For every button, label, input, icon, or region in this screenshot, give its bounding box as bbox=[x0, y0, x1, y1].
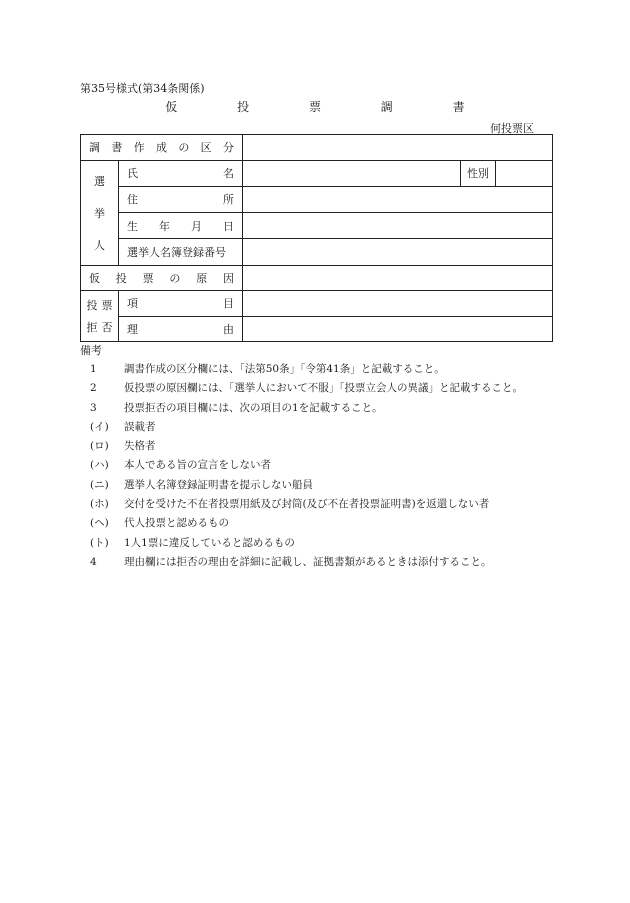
gender-value-cell[interactable] bbox=[496, 160, 553, 186]
row-refusal-item bbox=[81, 291, 553, 317]
address-char: 住 bbox=[127, 193, 138, 207]
refusal-char: 票 bbox=[101, 299, 113, 312]
reason-char: 投 bbox=[115, 271, 127, 285]
note-subitem bbox=[90, 514, 523, 533]
category-char: 調 bbox=[89, 141, 100, 155]
notes-list bbox=[90, 360, 523, 572]
note-subitem bbox=[90, 495, 523, 514]
note-item bbox=[90, 399, 523, 418]
category-char: の bbox=[178, 141, 190, 155]
elector-char: 選 bbox=[94, 174, 105, 188]
note-subitem bbox=[90, 418, 523, 437]
note-subitem bbox=[90, 437, 523, 456]
refusal-reason-label-cell bbox=[119, 316, 243, 342]
note-text: 仮投票の原因欄には、「選挙人において不服」「投票立会人の異議」と記載すること。 bbox=[124, 382, 523, 395]
note-number: 1 bbox=[90, 363, 97, 375]
note-subitem-label: (ヘ) bbox=[90, 517, 109, 530]
elector-label-cell bbox=[81, 160, 119, 265]
form-number: 第35号様式(第34条関係) bbox=[80, 82, 205, 95]
row-address bbox=[81, 186, 553, 212]
category-value-cell[interactable] bbox=[243, 135, 553, 161]
note-number: 4 bbox=[90, 555, 97, 568]
item-char: 項 bbox=[127, 297, 138, 311]
name-value-cell[interactable] bbox=[243, 160, 461, 186]
reason-char: 仮 bbox=[89, 271, 100, 285]
register-number-label: 選挙人名簿登録番号 bbox=[127, 245, 226, 259]
note-subitem-label: (ロ) bbox=[90, 440, 109, 453]
name-label-cell bbox=[119, 160, 243, 186]
note-subitem-label: (ト) bbox=[90, 536, 109, 549]
refusal-reason-value-cell[interactable] bbox=[243, 316, 553, 342]
reason-char: 原 bbox=[196, 271, 208, 285]
row-register-number bbox=[81, 239, 553, 265]
refusal-char: 拒 bbox=[86, 321, 98, 334]
provisional-reason-value-cell[interactable] bbox=[243, 265, 553, 291]
birthdate-label-cell bbox=[119, 213, 243, 239]
row-birthdate bbox=[81, 213, 553, 239]
note-number: 3 bbox=[90, 401, 97, 414]
elector-char: 挙 bbox=[94, 206, 105, 220]
register-number-label-cell bbox=[119, 239, 243, 265]
note-text: 本人である旨の宣言をしない者 bbox=[124, 459, 271, 472]
reason-label-char: 由 bbox=[223, 322, 234, 336]
category-char: 作 bbox=[133, 141, 145, 155]
note-text: 選挙人名簿登録証明書を提示しない船員 bbox=[124, 478, 313, 491]
note-item bbox=[90, 360, 523, 379]
address-label-cell bbox=[119, 186, 243, 212]
note-subitem-label: (ニ) bbox=[90, 478, 109, 491]
row-category bbox=[81, 135, 553, 161]
item-label-cell bbox=[119, 291, 243, 317]
name-char: 氏 bbox=[127, 167, 138, 181]
voting-district-label: 何投票区 bbox=[490, 122, 534, 135]
address-char: 所 bbox=[223, 193, 234, 207]
refusal-label-cell bbox=[81, 291, 119, 342]
note-text: 投票拒否の項目欄には、次の項目の1を記載すること。 bbox=[124, 401, 383, 414]
notes-title: 備考 bbox=[80, 344, 102, 357]
provisional-vote-form-table bbox=[80, 134, 553, 342]
row-refusal-reason bbox=[81, 316, 553, 342]
note-subitem bbox=[90, 534, 523, 553]
birthdate-char: 月 bbox=[191, 219, 202, 233]
provisional-reason-label-cell bbox=[81, 265, 243, 291]
note-item bbox=[90, 379, 523, 398]
note-subitem bbox=[90, 456, 523, 475]
note-number: 2 bbox=[90, 382, 97, 395]
category-char: 成 bbox=[155, 141, 167, 155]
gender-label-cell: 性別 bbox=[461, 160, 496, 186]
address-value-cell[interactable] bbox=[243, 186, 553, 212]
refusal-char: 否 bbox=[101, 321, 113, 334]
category-char: 分 bbox=[222, 141, 234, 155]
document-title: 仮 投 票 調 書 bbox=[165, 100, 493, 114]
note-text: 代人投票と認めるもの bbox=[124, 517, 229, 530]
refusal-char: 投 bbox=[86, 299, 98, 312]
category-char: 区 bbox=[200, 141, 212, 155]
category-label-cell bbox=[81, 135, 243, 161]
reason-char: の bbox=[169, 271, 181, 285]
name-char: 名 bbox=[223, 167, 234, 181]
birthdate-char: 生 bbox=[127, 219, 138, 233]
note-subitem-label: (イ) bbox=[90, 420, 109, 433]
row-provisional-reason bbox=[81, 265, 553, 291]
reason-char: 因 bbox=[222, 271, 234, 285]
register-number-value-cell[interactable] bbox=[243, 239, 553, 265]
note-text: 失格者 bbox=[124, 440, 156, 453]
reason-label-char: 理 bbox=[127, 322, 138, 336]
note-subitem-label: (ホ) bbox=[90, 498, 109, 511]
note-text: 誤載者 bbox=[124, 420, 156, 433]
row-name bbox=[81, 160, 553, 186]
item-value-cell[interactable] bbox=[243, 291, 553, 317]
elector-char: 人 bbox=[94, 238, 105, 252]
birthdate-char: 日 bbox=[223, 219, 234, 233]
note-item bbox=[90, 553, 523, 572]
category-char: 書 bbox=[111, 141, 123, 155]
birthdate-value-cell[interactable] bbox=[243, 213, 553, 239]
note-text: 交付を受けた不在者投票用紙及び封筒(及び不在者投票証明書)を返還しない者 bbox=[124, 498, 490, 511]
note-subitem bbox=[90, 476, 523, 495]
note-subitem-label: (ハ) bbox=[90, 459, 109, 472]
item-char: 目 bbox=[223, 297, 234, 311]
note-text: 調書作成の区分欄には、「法第50条」「令第41条」と記載すること。 bbox=[124, 363, 445, 375]
note-text: 理由欄には拒否の理由を詳細に記載し、証拠書類があるときは添付すること。 bbox=[124, 555, 492, 568]
reason-char: 票 bbox=[142, 271, 154, 285]
birthdate-char: 年 bbox=[159, 219, 170, 233]
note-text: 1人1票に違反していると認めるもの bbox=[124, 536, 295, 549]
